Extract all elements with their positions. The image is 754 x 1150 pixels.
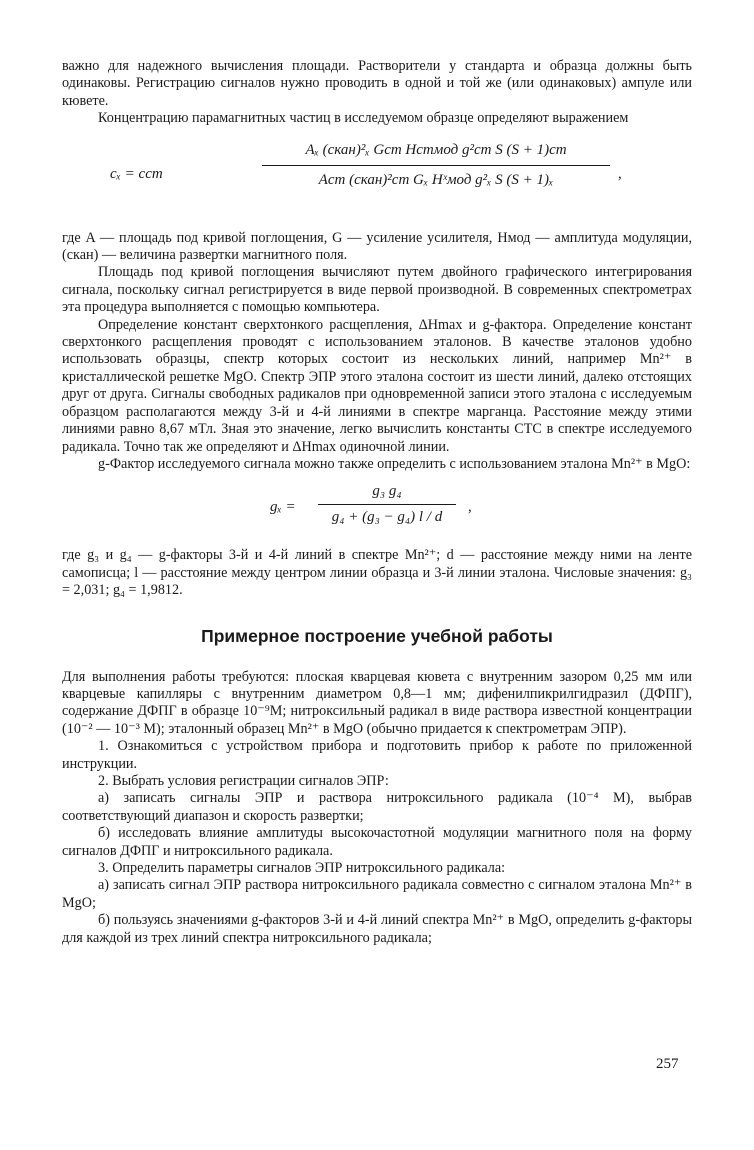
formula-denominator: g₄ + (g₃ − g₄) l / d [331,509,443,526]
section-heading: Примерное построение учебной работы [201,625,553,646]
paragraph: Площадь под кривой поглощения вычисляют путем двойного графического интегрирования сигнала, поскольку сигнал регистрируется в виде первой производной. В современных спектрометрах эта процедура выполняется с помощью компьютера. [62,264,692,316]
paragraph: где A — площадь под кривой поглощения, G — усиление усилителя, Hмод — амплитуда модуляции, (скан) — величина развертки магнитного поля. [62,229,692,264]
formula-fraction [318,483,456,526]
list-item: а) записать сигнал ЭПР раствора нитроксильного радикала совместно с сигналом эталона Mn²⁺ в MgO; [62,877,692,911]
paragraph: Определение констант сверхтонкого расщепления, ΔHmax и g-фактора. Определение констант сверхтонкого расщепления проводят с использованием эталонов. В качестве эталонов удобно использовать образцы, спектр которых состоит из нескольких линий, например Mn²⁺ в кристаллической решетке MgO. Спектр ЭПР этого эталона состоит из шести линий, далеко отстоящих друг от друга. Сигналы свободных радикалов при одновременной записи этого эталона с исследуемым образцом располагаются между 3-й и 4-й линиями в спектре марганца. Расстояние между этими линиями равно 8,67 мТл. Зная это значение, легко вычислить константы СТС в спектре исследуемого радикала. Точно так же определяют и ΔHmax одиночной линии. [62,316,692,455]
list-item: 2. Выбрать условия регистрации сигналов ЭПР: [98,772,389,789]
formula-fraction [262,142,610,189]
paragraph: важно для надежного вычисления площади. Растворители у стандарта и образца должны быть одинаковы. Регистрацию сигналов нужно проводить в одной и той же (или одинаковых) ампуле или кювете. [62,58,692,109]
page-number: 257 [656,1056,679,1072]
paragraph: где g₃ и g₄ — g-факторы 3-й и 4-й линий в спектре Mn²⁺; d — расстояние между ними на ленте самописца; l — расстояние между центром линии образца и 3-й линии эталона. Числовые значения: g₃ = 2,031; g₄ = 1,9812. [62,547,692,599]
list-item: 1. Ознакомиться с устройством прибора и подготовить прибор к работе по приложенной инструкции. [62,738,692,772]
paragraph: Для выполнения работы требуются: плоская кварцевая кювета с внутренним зазором 0,25 мм или кварцевые капилляры с внутренним диаметром 0,8—1 мм; дифенилпикрилгидразил (ДФПГ), содержание ДФПГ в образце 10⁻⁹М; нитроксильный радикал в виде раствора известной концентрации (10⁻² — 10⁻³ М); эталонный образец Mn²⁺ в MgO (обычно придается к спектрометрам ЭПР). [62,668,692,737]
formula-tail: , [468,499,472,516]
list-item: 3. Определить параметры сигналов ЭПР нитроксильного радикала: [98,860,506,876]
list-item: б) исследовать влияние амплитуды высокочастотной модуляции магнитного поля на форму сигналов ДФПГ и нитроксильного радикала. [62,825,692,859]
list-item: б) пользуясь значениями g-факторов 3-й и 4-й линий спектра Mn²⁺ в MgO, определить g-факторы для каждой из трех линий спектра нитроксильного радикала; [62,912,692,946]
list-item: а) записать сигналы ЭПР и раствора нитроксильного радикала (10⁻⁴ М), выбрав соответствующий диапазон и скорость развертки; [62,790,692,824]
formula-lhs: gₓ = [270,499,296,516]
paragraph: g-Фактор исследуемого сигнала можно также определить с использованием эталона Mn²⁺ в MgO: [98,455,691,472]
g-factor-formula [62,481,692,539]
page-body [62,58,692,947]
paragraph: Концентрацию парамагнитных частиц в исследуемом образце определяют выражением [98,110,629,127]
formula-numerator: g₃ g₄ [318,483,456,505]
formula-numerator: Aₓ (скан)²ₓ Gст Hстмод g²ст S (S + 1)ст [262,142,610,166]
formula-tail: , [618,165,622,182]
formula-lhs: cₓ = cст [110,165,163,182]
concentration-formula [62,136,692,224]
formula-denominator: Aст (скан)²ст Gₓ Hˣмод g²ₓ S (S + 1)ₓ [318,171,554,188]
